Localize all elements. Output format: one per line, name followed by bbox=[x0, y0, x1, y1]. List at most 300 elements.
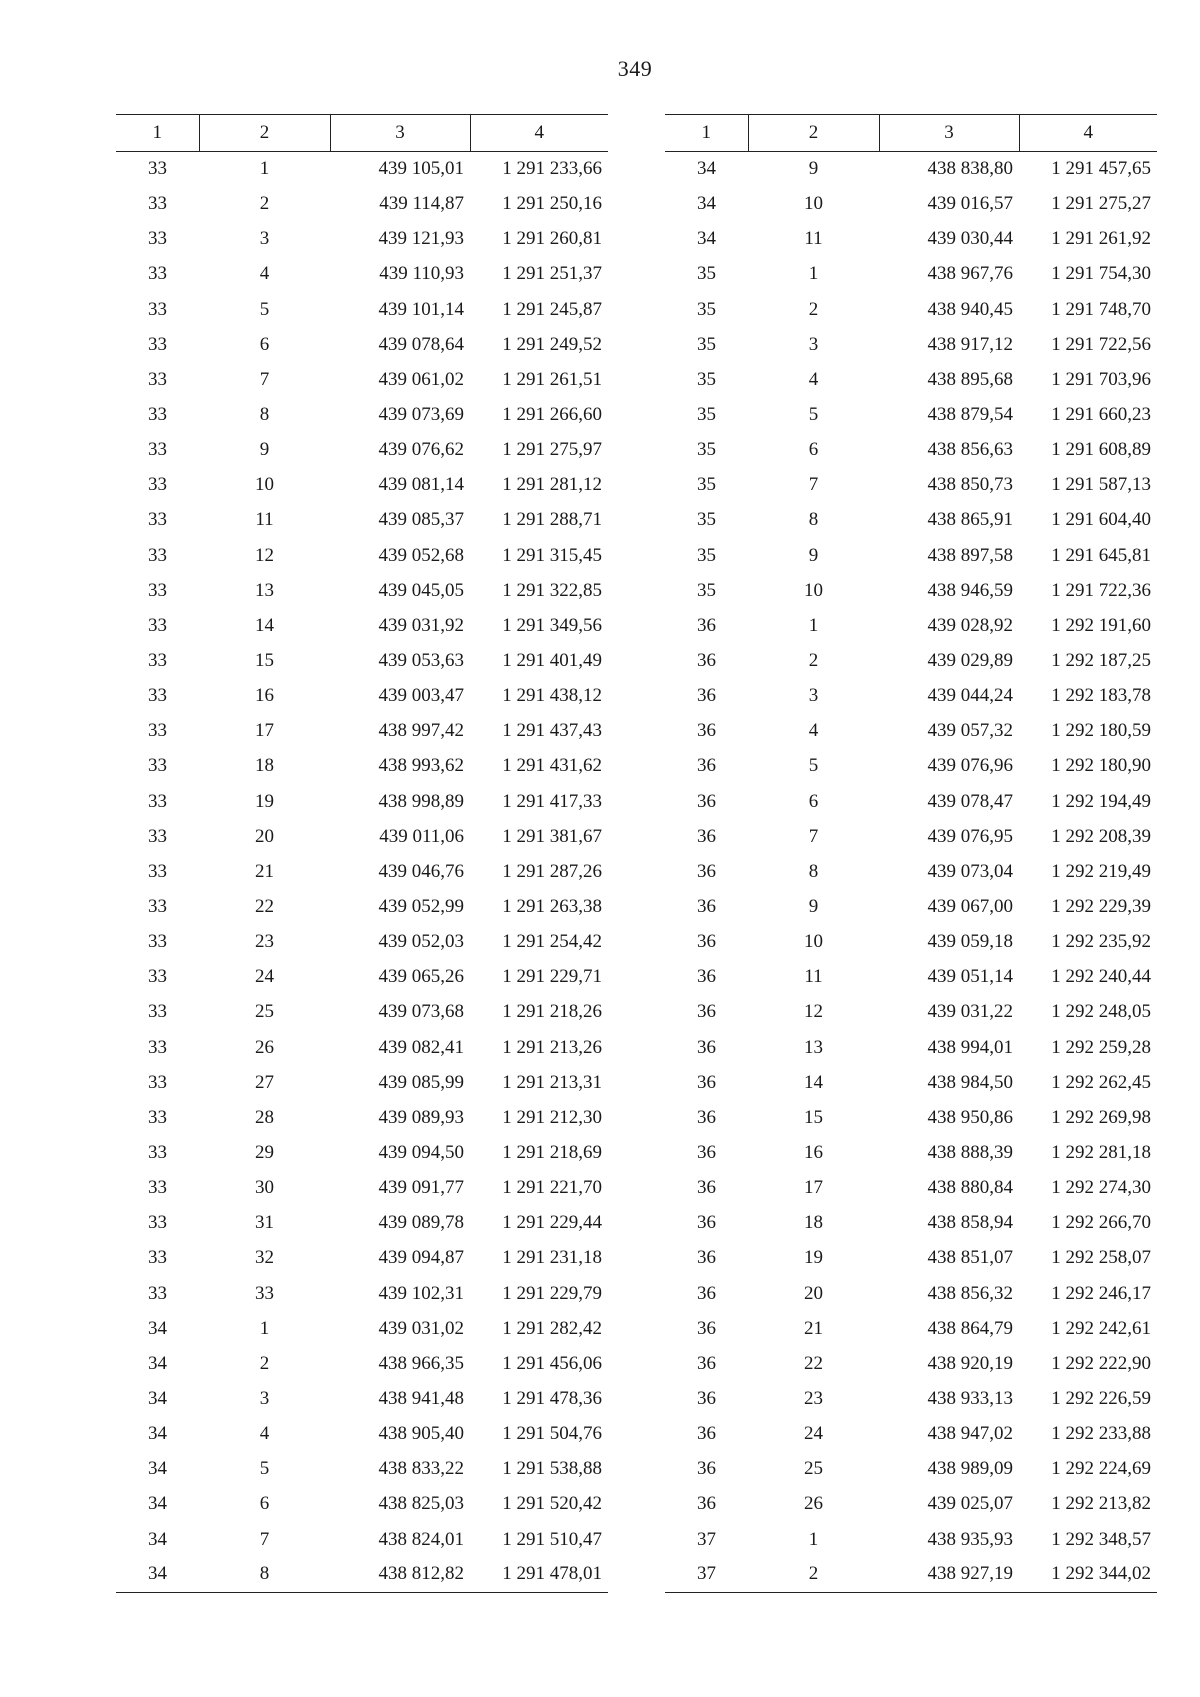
table-row bbox=[116, 503, 608, 538]
coordinate-x-cell: 438 989,09 bbox=[927, 1458, 1013, 1480]
coordinate-y-cell: 1 292 229,39 bbox=[1051, 896, 1151, 918]
object-number-cell: 36 bbox=[697, 685, 716, 707]
object-number-cell: 33 bbox=[148, 544, 167, 566]
coordinate-x-cell: 438 933,13 bbox=[927, 1387, 1013, 1409]
coordinate-y-cell: 1 292 213,82 bbox=[1051, 1493, 1151, 1515]
point-number-cell: 17 bbox=[255, 720, 274, 742]
coordinate-x-cell: 439 028,92 bbox=[927, 614, 1013, 636]
coordinate-x-cell: 438 994,01 bbox=[927, 1036, 1013, 1058]
table-row bbox=[116, 1241, 608, 1276]
point-number-cell: 7 bbox=[259, 368, 270, 390]
coordinate-x-cell: 438 967,76 bbox=[927, 263, 1013, 285]
table-row bbox=[116, 1276, 608, 1311]
object-number-cell: 33 bbox=[148, 685, 167, 707]
point-number-cell: 18 bbox=[804, 1212, 823, 1234]
object-number-cell: 35 bbox=[697, 544, 716, 566]
coordinate-x-cell: 439 094,50 bbox=[378, 1142, 464, 1163]
table-row bbox=[116, 679, 608, 714]
table-row bbox=[116, 1030, 608, 1065]
coordinate-x-cell: 438 947,02 bbox=[927, 1423, 1013, 1445]
point-number-cell: 3 bbox=[259, 1387, 270, 1409]
table-body-right bbox=[665, 152, 1157, 1593]
table-row bbox=[665, 222, 1157, 257]
coordinate-x-cell: 439 073,69 bbox=[378, 404, 464, 426]
object-number-cell: 36 bbox=[697, 825, 716, 847]
point-number-cell: 7 bbox=[808, 474, 819, 496]
table-row bbox=[665, 573, 1157, 608]
coordinate-y-cell: 1 291 703,96 bbox=[1051, 368, 1151, 390]
coordinate-x-cell: 438 927,19 bbox=[879, 1557, 1019, 1592]
table-row bbox=[665, 925, 1157, 960]
coordinate-x-cell: 438 993,62 bbox=[378, 755, 464, 777]
object-number-cell: 36 bbox=[697, 1458, 716, 1480]
table-row bbox=[116, 819, 608, 854]
object-number-cell: 33 bbox=[148, 720, 167, 742]
table-row bbox=[665, 468, 1157, 503]
coordinate-y-cell: 1 291 381,67 bbox=[502, 825, 602, 847]
object-number-cell: 33 bbox=[148, 825, 167, 847]
point-number-cell: 8 bbox=[259, 404, 270, 426]
coordinate-x-cell: 439 078,64 bbox=[378, 333, 464, 355]
point-number-cell: 17 bbox=[804, 1177, 823, 1199]
table-row bbox=[116, 1346, 608, 1381]
coordinate-x-cell: 439 082,41 bbox=[378, 1036, 464, 1058]
table-row bbox=[665, 960, 1157, 995]
table-row bbox=[116, 433, 608, 468]
object-number-cell: 34 bbox=[148, 1493, 167, 1515]
point-number-cell: 11 bbox=[255, 509, 274, 531]
object-number-cell: 36 bbox=[697, 1247, 716, 1269]
coordinate-x-cell: 439 102,31 bbox=[378, 1282, 464, 1304]
coordinate-y-cell: 1 292 248,05 bbox=[1051, 1001, 1151, 1023]
object-number-cell: 37 bbox=[697, 1528, 716, 1550]
coordinate-y-cell: 1 291 722,36 bbox=[1051, 579, 1151, 601]
point-number-cell: 10 bbox=[255, 474, 274, 496]
object-number-cell: 33 bbox=[148, 404, 167, 426]
table-row bbox=[665, 538, 1157, 573]
coordinate-y-cell: 1 291 538,88 bbox=[502, 1458, 602, 1480]
table-row bbox=[665, 1381, 1157, 1416]
table-row bbox=[665, 1487, 1157, 1522]
coordinate-y-cell: 1 291 754,30 bbox=[1051, 263, 1151, 285]
coordinate-x-cell: 438 950,86 bbox=[927, 1106, 1013, 1128]
coordinate-y-cell: 1 291 233,66 bbox=[502, 158, 602, 180]
table-row bbox=[116, 960, 608, 995]
coordinate-y-cell: 1 291 213,31 bbox=[502, 1071, 602, 1093]
object-number-cell: 33 bbox=[148, 579, 167, 601]
table-row bbox=[116, 995, 608, 1030]
object-number-cell: 36 bbox=[697, 1493, 716, 1515]
point-number-cell: 1 bbox=[259, 1317, 270, 1339]
coordinate-y-cell: 1 292 240,44 bbox=[1051, 966, 1151, 988]
object-number-cell: 35 bbox=[697, 263, 716, 285]
coordinate-x-cell: 439 045,05 bbox=[378, 579, 464, 601]
coordinate-y-cell: 1 291 213,26 bbox=[502, 1036, 602, 1058]
coordinate-y-cell: 1 291 251,37 bbox=[502, 263, 602, 285]
object-number-cell: 35 bbox=[697, 439, 716, 461]
object-number-cell: 36 bbox=[697, 1142, 716, 1163]
table-row bbox=[116, 1206, 608, 1241]
object-number-cell: 33 bbox=[148, 368, 167, 390]
coordinate-x-cell: 438 941,48 bbox=[378, 1387, 464, 1409]
object-number-cell: 33 bbox=[148, 1177, 167, 1199]
coordinate-y-cell: 1 292 226,59 bbox=[1051, 1387, 1151, 1409]
object-number-cell: 33 bbox=[148, 966, 167, 988]
coordinate-x-cell: 439 052,03 bbox=[378, 931, 464, 953]
coordinate-y-cell: 1 292 262,45 bbox=[1051, 1071, 1151, 1093]
column-header-1: 1 bbox=[116, 115, 199, 152]
object-number-cell: 34 bbox=[116, 1557, 199, 1592]
coordinate-y-cell: 1 291 229,79 bbox=[502, 1282, 602, 1304]
point-number-cell: 12 bbox=[804, 1001, 823, 1023]
object-number-cell: 33 bbox=[148, 439, 167, 461]
coordinate-y-cell: 1 292 235,92 bbox=[1051, 931, 1151, 953]
coordinate-x-cell: 438 856,63 bbox=[927, 439, 1013, 461]
coordinate-x-cell: 438 865,91 bbox=[927, 509, 1013, 531]
point-number-cell: 5 bbox=[259, 298, 270, 320]
coordinate-x-cell: 438 998,89 bbox=[378, 790, 464, 812]
table-row bbox=[116, 1522, 608, 1557]
table-row bbox=[116, 1311, 608, 1346]
object-number-cell: 36 bbox=[697, 1423, 716, 1445]
table-row bbox=[665, 362, 1157, 397]
object-number-cell: 34 bbox=[148, 1423, 167, 1445]
object-number-cell: 36 bbox=[697, 1001, 716, 1023]
table-row bbox=[665, 503, 1157, 538]
coordinates-table-left bbox=[116, 114, 608, 1593]
coordinate-x-cell: 438 879,54 bbox=[927, 404, 1013, 426]
point-number-cell: 1 bbox=[808, 614, 819, 636]
object-number-cell: 36 bbox=[697, 1212, 716, 1234]
coordinate-x-cell: 438 858,94 bbox=[927, 1212, 1013, 1234]
point-number-cell: 6 bbox=[259, 1493, 270, 1515]
coordinate-x-cell: 439 065,26 bbox=[378, 966, 464, 988]
object-number-cell: 33 bbox=[148, 1071, 167, 1093]
point-number-cell: 23 bbox=[804, 1387, 823, 1409]
table-row bbox=[116, 292, 608, 327]
coordinate-x-cell: 439 031,22 bbox=[927, 1001, 1013, 1023]
coordinate-y-cell: 1 291 431,62 bbox=[502, 755, 602, 777]
coordinate-x-cell: 438 888,39 bbox=[927, 1142, 1013, 1163]
object-number-cell: 33 bbox=[148, 1282, 167, 1304]
object-number-cell: 36 bbox=[697, 1282, 716, 1304]
coordinate-y-cell: 1 291 322,85 bbox=[502, 579, 602, 601]
point-number-cell: 13 bbox=[804, 1036, 823, 1058]
point-number-cell: 9 bbox=[259, 439, 270, 461]
coordinate-y-cell: 1 292 258,07 bbox=[1051, 1247, 1151, 1269]
table-row bbox=[116, 327, 608, 362]
coordinate-y-cell: 1 291 250,16 bbox=[502, 193, 602, 215]
table-row bbox=[665, 889, 1157, 924]
point-number-cell: 6 bbox=[259, 333, 270, 355]
object-number-cell: 33 bbox=[148, 509, 167, 531]
point-number-cell: 14 bbox=[804, 1071, 823, 1093]
coordinate-x-cell: 439 016,57 bbox=[927, 193, 1013, 215]
object-number-cell: 33 bbox=[148, 1036, 167, 1058]
object-number-cell: 33 bbox=[148, 333, 167, 355]
table-row bbox=[665, 784, 1157, 819]
table-row bbox=[116, 1452, 608, 1487]
coordinate-x-cell: 439 076,62 bbox=[378, 439, 464, 461]
point-number-cell: 1 bbox=[808, 1528, 819, 1550]
coordinate-y-cell: 1 291 510,47 bbox=[502, 1528, 602, 1550]
coordinate-x-cell: 438 997,42 bbox=[378, 720, 464, 742]
point-number-cell: 25 bbox=[804, 1458, 823, 1480]
coordinate-x-cell: 439 089,93 bbox=[378, 1106, 464, 1128]
table-row bbox=[665, 433, 1157, 468]
table-row bbox=[116, 468, 608, 503]
object-number-cell: 33 bbox=[148, 931, 167, 953]
table-row bbox=[665, 397, 1157, 432]
table-row bbox=[665, 1135, 1157, 1170]
object-number-cell: 33 bbox=[148, 298, 167, 320]
coordinate-x-cell: 438 895,68 bbox=[927, 368, 1013, 390]
object-number-cell: 33 bbox=[148, 1142, 167, 1163]
table-row bbox=[665, 327, 1157, 362]
point-number-cell: 15 bbox=[804, 1106, 823, 1128]
point-number-cell: 11 bbox=[804, 228, 823, 250]
table-row bbox=[116, 538, 608, 573]
column-header-3: 3 bbox=[879, 115, 1019, 152]
table-row bbox=[116, 362, 608, 397]
object-number-cell: 33 bbox=[148, 1106, 167, 1128]
object-number-cell: 34 bbox=[697, 158, 716, 180]
coordinate-x-cell: 439 059,18 bbox=[927, 931, 1013, 953]
table-row bbox=[116, 1065, 608, 1100]
table-row bbox=[665, 643, 1157, 678]
point-number-cell: 2 bbox=[808, 298, 819, 320]
coordinate-x-cell: 438 966,35 bbox=[378, 1352, 464, 1374]
coordinate-x-cell: 439 085,99 bbox=[378, 1071, 464, 1093]
coordinate-y-cell: 1 291 315,45 bbox=[502, 544, 602, 566]
object-number-cell: 36 bbox=[697, 1317, 716, 1339]
table-row bbox=[116, 643, 608, 678]
point-number-cell: 23 bbox=[255, 931, 274, 953]
coordinate-x-cell: 439 057,32 bbox=[927, 720, 1013, 742]
coordinate-y-cell: 1 292 180,90 bbox=[1051, 755, 1151, 777]
point-number-cell: 19 bbox=[255, 790, 274, 812]
point-number-cell: 11 bbox=[804, 966, 823, 988]
table-row bbox=[665, 1276, 1157, 1311]
object-number-cell: 33 bbox=[148, 1212, 167, 1234]
coordinate-y-cell: 1 292 191,60 bbox=[1051, 614, 1151, 636]
coordinate-x-cell: 439 029,89 bbox=[927, 650, 1013, 672]
coordinate-x-cell: 439 052,68 bbox=[378, 544, 464, 566]
coordinate-y-cell: 1 291 245,87 bbox=[502, 298, 602, 320]
object-number-cell: 36 bbox=[697, 1352, 716, 1374]
object-number-cell: 35 bbox=[697, 368, 716, 390]
point-number-cell: 18 bbox=[255, 755, 274, 777]
coordinate-y-cell: 1 291 263,38 bbox=[502, 896, 602, 918]
table-row bbox=[116, 714, 608, 749]
coordinate-x-cell: 439 085,37 bbox=[378, 509, 464, 531]
coordinate-x-cell: 439 121,93 bbox=[378, 228, 464, 250]
coordinate-x-cell: 439 073,68 bbox=[378, 1001, 464, 1023]
coordinate-x-cell: 438 935,93 bbox=[927, 1528, 1013, 1550]
coordinate-y-cell: 1 291 229,44 bbox=[502, 1212, 602, 1234]
table-row bbox=[665, 854, 1157, 889]
coordinate-y-cell: 1 291 287,26 bbox=[502, 860, 602, 882]
coordinate-y-cell: 1 291 261,51 bbox=[502, 368, 602, 390]
coordinate-x-cell: 438 856,32 bbox=[927, 1282, 1013, 1304]
coordinate-y-cell: 1 291 417,33 bbox=[502, 790, 602, 812]
object-number-cell: 36 bbox=[697, 755, 716, 777]
point-number-cell: 30 bbox=[255, 1177, 274, 1199]
object-number-cell: 33 bbox=[148, 474, 167, 496]
coordinate-y-cell: 1 291 212,30 bbox=[502, 1106, 602, 1128]
table-row bbox=[116, 1381, 608, 1416]
object-number-cell: 34 bbox=[148, 1352, 167, 1374]
table-row bbox=[665, 1206, 1157, 1241]
object-number-cell: 36 bbox=[697, 720, 716, 742]
coordinate-x-cell: 439 101,14 bbox=[378, 298, 464, 320]
table-row bbox=[116, 187, 608, 222]
coordinate-x-cell: 438 838,80 bbox=[927, 158, 1013, 180]
coordinate-y-cell: 1 291 281,12 bbox=[502, 474, 602, 496]
table-row bbox=[665, 1241, 1157, 1276]
coordinate-y-cell: 1 291 604,40 bbox=[1051, 509, 1151, 531]
point-number-cell: 28 bbox=[255, 1106, 274, 1128]
point-number-cell: 25 bbox=[255, 1001, 274, 1023]
coordinate-x-cell: 439 089,78 bbox=[378, 1212, 464, 1234]
point-number-cell: 10 bbox=[804, 579, 823, 601]
point-number-cell: 22 bbox=[804, 1352, 823, 1374]
coordinate-x-cell: 439 114,87 bbox=[379, 193, 464, 215]
coordinate-y-cell: 1 292 224,69 bbox=[1051, 1458, 1151, 1480]
coordinate-y-cell: 1 291 437,43 bbox=[502, 720, 602, 742]
coordinate-x-cell: 439 053,63 bbox=[378, 650, 464, 672]
coordinate-y-cell: 1 292 274,30 bbox=[1051, 1177, 1151, 1199]
table-row bbox=[665, 1100, 1157, 1135]
table-row bbox=[665, 1065, 1157, 1100]
point-number-cell: 2 bbox=[808, 650, 819, 672]
point-number-cell: 6 bbox=[808, 439, 819, 461]
object-number-cell: 36 bbox=[697, 790, 716, 812]
column-header-3: 3 bbox=[330, 115, 470, 152]
table-row bbox=[665, 819, 1157, 854]
table-row bbox=[116, 1417, 608, 1452]
coordinate-y-cell: 1 291 478,36 bbox=[502, 1387, 602, 1409]
point-number-cell: 1 bbox=[259, 158, 270, 180]
coordinate-y-cell: 1 291 722,56 bbox=[1051, 333, 1151, 355]
object-number-cell: 34 bbox=[148, 1458, 167, 1480]
table-row bbox=[116, 1135, 608, 1170]
column-header-4: 4 bbox=[1019, 115, 1157, 152]
coordinate-x-cell: 439 094,87 bbox=[378, 1247, 464, 1269]
table-row bbox=[665, 292, 1157, 327]
object-number-cell: 34 bbox=[697, 193, 716, 215]
coordinate-x-cell: 439 046,76 bbox=[378, 860, 464, 882]
object-number-cell: 36 bbox=[697, 1071, 716, 1093]
object-number-cell: 35 bbox=[697, 333, 716, 355]
object-number-cell: 33 bbox=[148, 158, 167, 180]
object-number-cell: 36 bbox=[697, 614, 716, 636]
object-number-cell: 35 bbox=[697, 404, 716, 426]
coordinate-y-cell: 1 291 645,81 bbox=[1051, 544, 1151, 566]
object-number-cell: 36 bbox=[697, 1036, 716, 1058]
coordinate-y-cell: 1 291 457,65 bbox=[1051, 158, 1151, 180]
coordinate-y-cell: 1 292 348,57 bbox=[1051, 1528, 1151, 1550]
point-number-cell: 21 bbox=[804, 1317, 823, 1339]
table-row bbox=[665, 1030, 1157, 1065]
coordinate-x-cell: 438 897,58 bbox=[927, 544, 1013, 566]
coordinate-y-cell: 1 292 259,28 bbox=[1051, 1036, 1151, 1058]
table-row bbox=[116, 784, 608, 819]
coordinate-x-cell: 438 850,73 bbox=[927, 474, 1013, 496]
table-header-row bbox=[116, 115, 608, 152]
object-number-cell: 36 bbox=[697, 1387, 716, 1409]
coordinate-x-cell: 438 940,45 bbox=[927, 298, 1013, 320]
object-number-cell: 34 bbox=[148, 1387, 167, 1409]
table-row bbox=[116, 854, 608, 889]
coordinate-x-cell: 439 031,02 bbox=[378, 1317, 464, 1339]
coordinate-x-cell: 439 031,92 bbox=[378, 614, 464, 636]
object-number-cell: 33 bbox=[148, 790, 167, 812]
object-number-cell: 36 bbox=[697, 1106, 716, 1128]
point-number-cell: 24 bbox=[804, 1423, 823, 1445]
point-number-cell: 9 bbox=[808, 896, 819, 918]
coordinate-y-cell: 1 291 349,56 bbox=[502, 614, 602, 636]
point-number-cell: 8 bbox=[199, 1557, 330, 1592]
object-number-cell: 36 bbox=[697, 931, 716, 953]
coordinate-y-cell: 1 291 261,92 bbox=[1051, 228, 1151, 250]
object-number-cell: 36 bbox=[697, 896, 716, 918]
point-number-cell: 9 bbox=[808, 158, 819, 180]
coordinate-y-cell: 1 291 288,71 bbox=[502, 509, 602, 531]
coordinate-y-cell: 1 291 260,81 bbox=[502, 228, 602, 250]
table-row bbox=[665, 152, 1157, 187]
table-header-row bbox=[665, 115, 1157, 152]
object-number-cell: 35 bbox=[697, 509, 716, 531]
coordinate-x-cell: 438 984,50 bbox=[927, 1071, 1013, 1093]
coordinate-y-cell: 1 291 438,12 bbox=[502, 685, 602, 707]
coordinate-y-cell: 1 291 504,76 bbox=[502, 1423, 602, 1445]
table-row bbox=[665, 1311, 1157, 1346]
point-number-cell: 3 bbox=[259, 228, 270, 250]
table-row bbox=[665, 1557, 1157, 1592]
point-number-cell: 27 bbox=[255, 1071, 274, 1093]
coordinate-x-cell: 438 851,07 bbox=[927, 1247, 1013, 1269]
point-number-cell: 29 bbox=[255, 1142, 274, 1163]
coordinates-table-right bbox=[665, 114, 1157, 1593]
coordinate-y-cell: 1 291 608,89 bbox=[1051, 439, 1151, 461]
object-number-cell: 34 bbox=[148, 1317, 167, 1339]
page-number: 349 bbox=[617, 56, 653, 81]
point-number-cell: 26 bbox=[804, 1493, 823, 1515]
coordinate-x-cell: 439 067,00 bbox=[927, 896, 1013, 918]
point-number-cell: 32 bbox=[255, 1247, 274, 1269]
object-number-cell: 33 bbox=[148, 263, 167, 285]
object-number-cell: 35 bbox=[697, 298, 716, 320]
coordinate-x-cell: 438 812,82 bbox=[330, 1557, 470, 1592]
object-number-cell: 33 bbox=[148, 193, 167, 215]
table-row bbox=[665, 608, 1157, 643]
table-row bbox=[116, 573, 608, 608]
point-number-cell: 6 bbox=[808, 790, 819, 812]
coordinate-y-cell: 1 291 221,70 bbox=[502, 1177, 602, 1199]
coordinate-y-cell: 1 291 282,42 bbox=[502, 1317, 602, 1339]
table-row bbox=[665, 257, 1157, 292]
table-row bbox=[665, 187, 1157, 222]
column-header-2: 2 bbox=[199, 115, 330, 152]
table-row bbox=[665, 679, 1157, 714]
object-number-cell: 33 bbox=[148, 860, 167, 882]
coordinate-y-cell: 1 291 218,26 bbox=[502, 1001, 602, 1023]
point-number-cell: 10 bbox=[804, 931, 823, 953]
point-number-cell: 14 bbox=[255, 614, 274, 636]
point-number-cell: 3 bbox=[808, 333, 819, 355]
coordinate-y-cell: 1 292 222,90 bbox=[1051, 1352, 1151, 1374]
